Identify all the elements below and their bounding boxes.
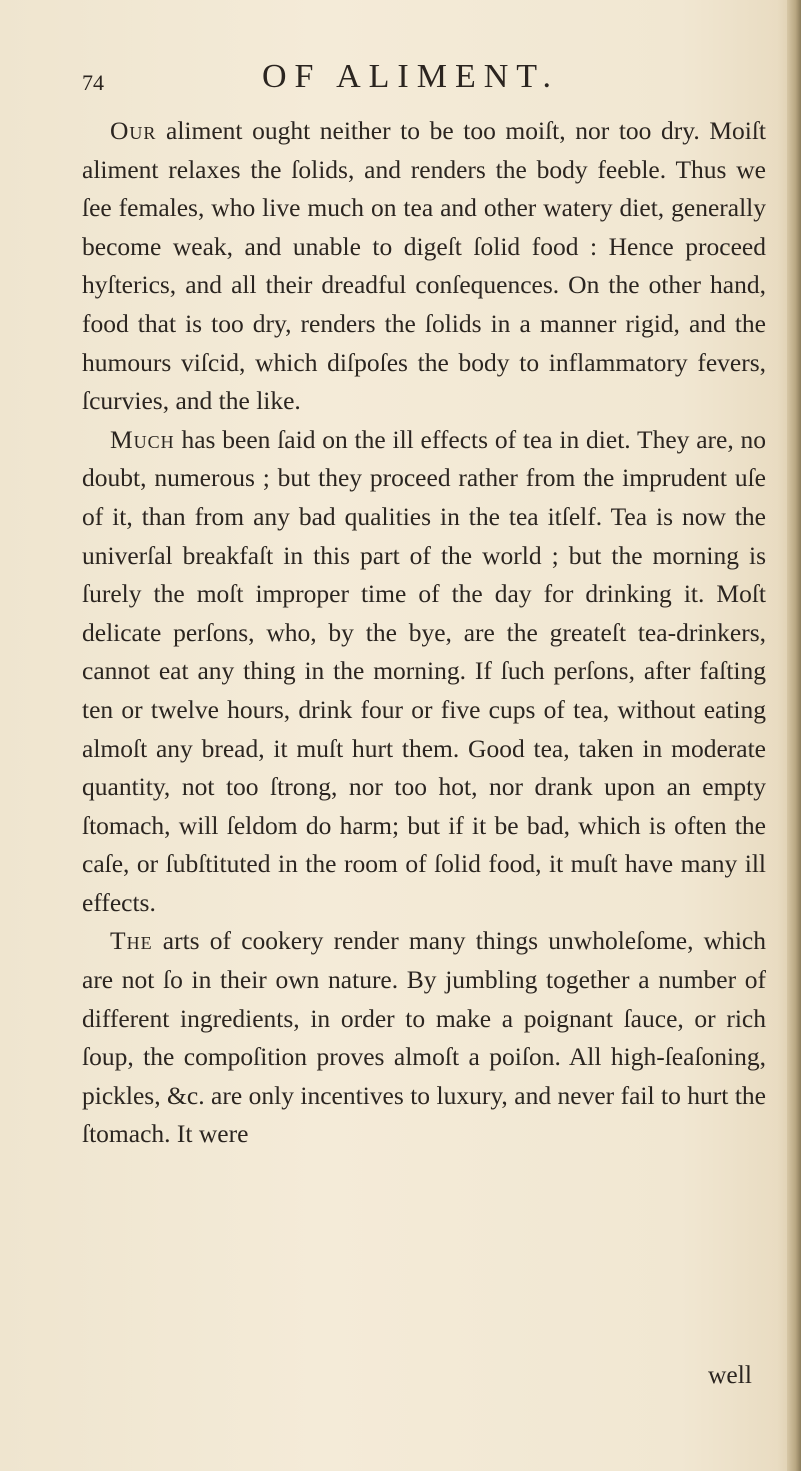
paragraph-lead: Much xyxy=(110,424,175,454)
running-head: OF ALIMENT. xyxy=(262,58,560,95)
paragraph-text: aliment ought neither to be too moiſt, nor too dry. Moiſt aliment relaxes the ſolids, and renders the body feeble. Thus we ſee females, who live much on tea and other watery diet, generally become weak, and unable to digeſt ſolid food : Hence proceed hyſterics, and all their dreadful conſequences. On the other hand, food that is too dry, renders the ſolids in a manner rigid, and the humours viſcid, which diſpoſes the body to inflammatory fevers, ſcurvies, and the like. xyxy=(82,116,766,416)
page-header xyxy=(82,58,722,102)
paragraph-text: arts of cookery render many things unwholeſome, which are not ſo in their own nature. By jumbling together a number of different ingredients, in order to make a poignant ſauce, or rich ſoup, the compoſition proves almoſt a poiſon. All high-ſeaſoning, pickles, &c. are only incentives to luxury, and never fail to hurt the ſtomach. It were xyxy=(82,926,766,1149)
page-edge xyxy=(787,0,801,1471)
paragraph xyxy=(82,112,766,421)
paragraph-text: has been ſaid on the ill effects of tea in diet. They are, no doubt, numerous ; but they proceed rather from the imprudent uſe of it, than from any bad qualities in the tea itſelf. Tea is now the univerſal breakfaſt in this part of the world ; but the morning is ſurely the moſt improper time of the day for drinking it. Moſt delicate perſons, who, by the bye, are the greateſt tea-drinkers, cannot eat any thing in the morning. If ſuch perſons, after faſting ten or twelve hours, drink four or five cups of tea, without eating almoſt any bread, it muſt hurt them. Good tea, taken in moderate quantity, not too ſtrong, nor too hot, nor drank upon an empty ſtomach, will ſeldom do harm; but if it be bad, which is often the caſe, or ſubſtituted in the room of ſolid food, it muſt have many ill effects. xyxy=(82,424,766,917)
paragraph xyxy=(82,922,766,1154)
catchword: well xyxy=(708,1360,752,1389)
page-number: 74 xyxy=(82,70,104,95)
text-body xyxy=(82,112,766,1154)
paragraph-lead: Our xyxy=(110,116,157,145)
paragraph xyxy=(82,421,766,923)
paragraph-lead: The xyxy=(110,926,153,956)
